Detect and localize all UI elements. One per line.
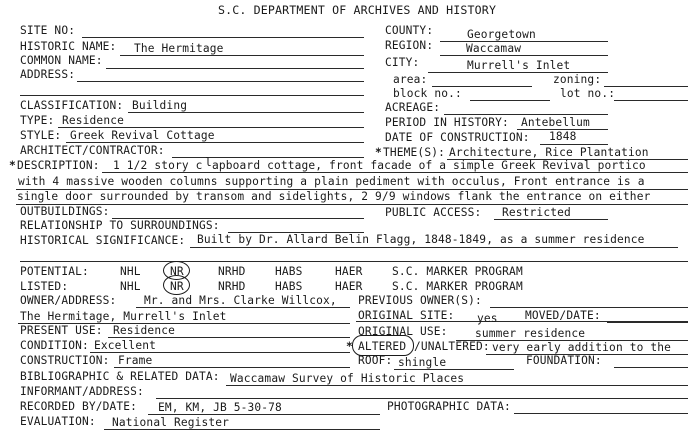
bibliographic-label: BIBLIOGRAPHIC & RELATED DATA: xyxy=(20,370,220,383)
style-line xyxy=(66,142,364,143)
altered-star: * xyxy=(346,340,353,353)
public-access-line xyxy=(494,219,608,220)
region-value: Waccamaw xyxy=(466,42,522,55)
theme-star: * xyxy=(375,146,382,159)
roof-label: ROOF: xyxy=(358,354,393,367)
significance-label: HISTORICAL SIGNIFICANCE: xyxy=(20,234,186,247)
construction-value: Frame xyxy=(118,354,153,367)
listed-nrhd: NRHD xyxy=(218,280,246,293)
classification-value: Building xyxy=(132,99,188,112)
region-label: REGION: xyxy=(385,39,434,52)
listed-marker: S.C. MARKER PROGRAM xyxy=(392,280,523,293)
period-value: Antebellum xyxy=(521,116,590,129)
listed-haer: HAER xyxy=(335,280,363,293)
recorded-line xyxy=(148,414,380,415)
significance-value: Built by Dr. Allard Belin Flagg, 1848-1849, as a summer residence xyxy=(197,233,645,246)
classification-label: CLASSIFICATION: xyxy=(20,99,124,112)
description-star: * xyxy=(9,159,16,172)
zoning-line xyxy=(604,86,688,87)
city-label: CITY: xyxy=(385,56,420,69)
altered-value: very early addition to the xyxy=(492,341,672,354)
recorded-label: RECORDED BY/DATE: xyxy=(20,400,138,413)
lot-label: lot no.: xyxy=(560,87,616,100)
zoning-label: zoning: xyxy=(553,73,602,86)
description-text-3: single door surrounded by transom and sidelights, 2 9/9 windows flank the entrance on either xyxy=(17,190,651,203)
owner-value-1: Mr. and Mrs. Clarke Willcox, xyxy=(144,294,337,307)
present-use-value: Residence xyxy=(113,324,175,337)
evaluation-line xyxy=(104,429,380,430)
site-no-line xyxy=(82,37,364,38)
condition-label: CONDITION: xyxy=(20,339,89,352)
previous-owner-line xyxy=(490,307,688,308)
classification-line xyxy=(128,112,364,113)
construction-label: CONSTRUCTION: xyxy=(20,354,110,367)
relationship-label: RELATIONSHIP TO SURROUNDINGS: xyxy=(20,219,220,232)
site-no-label: SITE NO: xyxy=(20,24,76,37)
evaluation-label: EVALUATION: xyxy=(20,415,96,428)
city-value: Murrell's Inlet xyxy=(467,59,571,72)
county-value: Georgetown xyxy=(467,28,536,41)
theme-label: THEME(S): xyxy=(383,146,445,159)
potential-habs: HABS xyxy=(275,265,303,278)
form-title: S.C. DEPARTMENT OF ARCHIVES AND HISTORY xyxy=(218,3,497,17)
lot-line xyxy=(614,100,688,101)
address-label: ADDRESS: xyxy=(20,68,76,81)
recorded-value: EM, KM, JB 5-30-78 xyxy=(158,401,282,414)
present-use-label: PRESENT USE: xyxy=(20,324,103,337)
significance-line-2 xyxy=(20,261,688,262)
acreage-line xyxy=(444,114,608,115)
photographic-line xyxy=(514,413,688,414)
evaluation-value: National Register xyxy=(112,416,230,429)
historic-name-line xyxy=(120,55,364,56)
type-value: Residence xyxy=(62,114,124,127)
style-value: Greek Revival Cottage xyxy=(70,129,215,142)
date-value: 1848 xyxy=(549,130,577,143)
architect-label: ARCHITECT/CONTRACTOR: xyxy=(20,144,165,157)
listed-label: LISTED: xyxy=(20,280,69,293)
condition-line xyxy=(90,352,350,353)
common-name-line xyxy=(106,68,364,69)
description-line-3 xyxy=(16,204,688,205)
moved-label: MOVED/DATE: xyxy=(525,309,601,322)
type-line xyxy=(58,127,364,128)
acreage-label: ACREAGE: xyxy=(385,101,441,114)
foundation-line xyxy=(614,367,688,368)
public-access-label: PUBLIC ACCESS: xyxy=(385,206,482,219)
unaltered-label: /UNALTERED: xyxy=(414,340,490,353)
outbuildings-label: OUTBUILDINGS: xyxy=(20,205,110,218)
potential-label: POTENTIAL: xyxy=(20,265,89,278)
date-line xyxy=(540,144,608,145)
present-use-line xyxy=(108,337,350,338)
listed-nr-circle xyxy=(163,275,190,295)
bibliographic-line xyxy=(226,385,688,386)
area-label: area: xyxy=(393,73,428,86)
address-line-2 xyxy=(20,95,364,96)
period-label: PERIOD IN HISTORY: xyxy=(385,116,509,129)
address-line xyxy=(77,81,364,82)
significance-line xyxy=(190,247,678,248)
listed-nhl: NHL xyxy=(120,280,141,293)
previous-owner-label: PREVIOUS OWNER(S): xyxy=(358,294,482,307)
potential-nhl: NHL xyxy=(120,265,141,278)
informant-line xyxy=(156,398,688,399)
altered-label: ALTERED xyxy=(358,340,407,353)
historic-name-value: The Hermitage xyxy=(134,42,224,55)
public-access-value: Restricted xyxy=(502,206,571,219)
county-label: COUNTY: xyxy=(385,24,434,37)
description-text-1-raised: l xyxy=(205,156,212,169)
original-site-label: ORIGINAL SITE: xyxy=(358,309,455,322)
historic-name-label: HISTORIC NAME: xyxy=(20,40,117,53)
original-use-label: ORIGINAL USE: xyxy=(358,325,448,338)
roof-line xyxy=(394,369,514,370)
block-label: block no.: xyxy=(393,87,462,100)
construction-line xyxy=(114,367,350,368)
description-label: DESCRIPTION: xyxy=(17,159,100,172)
potential-haer: HAER xyxy=(335,265,363,278)
theme-line xyxy=(447,159,688,160)
theme-value: Architecture, Rice Plantation xyxy=(449,146,649,159)
listed-habs: HABS xyxy=(275,280,303,293)
photographic-label: PHOTOGRAPHIC DATA: xyxy=(387,400,511,413)
common-name-label: COMMON NAME: xyxy=(20,54,103,67)
architect-line xyxy=(172,157,364,158)
description-text-1b: apboard cottage, front facade of a simple Greek Revival portico xyxy=(212,159,646,172)
potential-marker: S.C. MARKER PROGRAM xyxy=(392,265,523,278)
listed-nr: NR xyxy=(170,280,184,293)
description-text-1a: 1 1/2 story c xyxy=(113,159,203,172)
owner-label: OWNER/ADDRESS: xyxy=(20,294,117,307)
region-line xyxy=(440,55,608,56)
owner-value-2: The Hermitage, Murrell's Inlet xyxy=(20,310,227,323)
informant-label: INFORMANT/ADDRESS: xyxy=(20,385,144,398)
condition-value: Excellent xyxy=(94,339,156,352)
type-label: TYPE: xyxy=(20,114,55,127)
original-site-value: yes xyxy=(477,312,498,325)
owner-line-1 xyxy=(136,307,350,308)
potential-nrhd: NRHD xyxy=(218,265,246,278)
potential-nr: NR xyxy=(170,265,184,278)
description-text-2: with 4 massive wooden columns supporting a plain pediment with occulus, Front entrance is a xyxy=(18,175,645,188)
roof-value: shingle xyxy=(398,356,447,369)
block-line xyxy=(470,100,550,101)
bibliographic-value: Waccamaw Survey of Historic Places xyxy=(230,372,465,385)
style-label: STYLE: xyxy=(20,129,62,142)
description-line-1 xyxy=(102,172,688,173)
altered-circle xyxy=(352,335,414,356)
original-use-value: summer residence xyxy=(475,327,586,340)
foundation-label: FOUNDATION: xyxy=(526,354,602,367)
date-label: DATE OF CONSTRUCTION: xyxy=(385,131,530,144)
moved-line xyxy=(607,322,688,323)
